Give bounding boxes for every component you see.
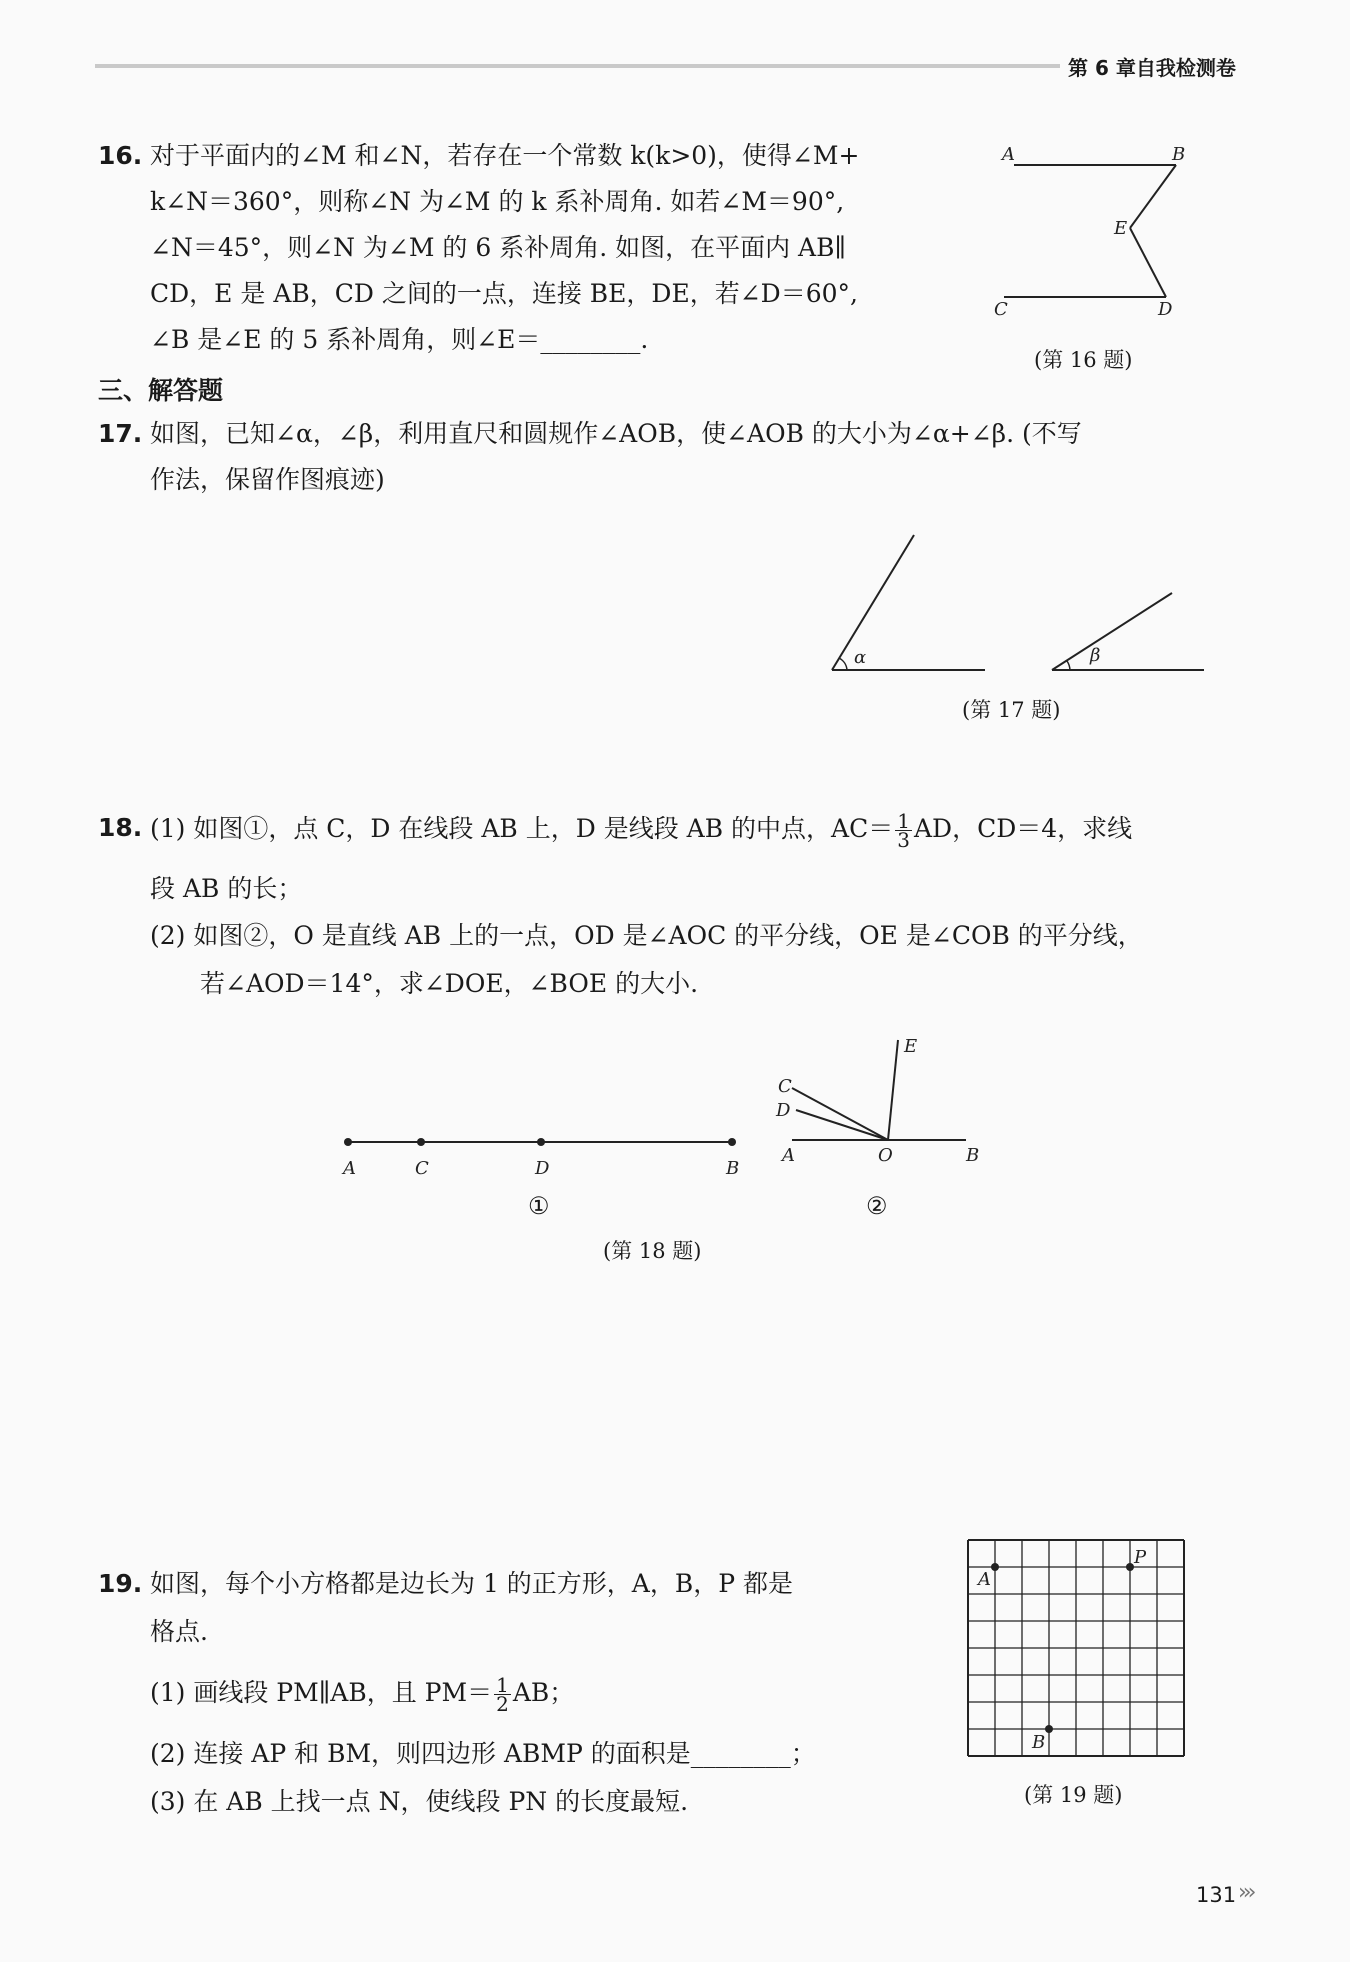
q18-fraction xyxy=(895,809,912,852)
q18-fig2-mark: ② xyxy=(866,1192,888,1220)
beta-arc xyxy=(1067,661,1070,670)
beta-ray-2 xyxy=(1052,593,1172,670)
label-a: A xyxy=(343,1158,356,1179)
q19-line-3 xyxy=(150,1673,575,1716)
label-e: E xyxy=(904,1036,918,1057)
label-b: B xyxy=(1172,144,1186,165)
alpha-arc xyxy=(839,658,847,670)
header-rule xyxy=(95,64,1060,68)
page-number: 131 xyxy=(1196,1883,1237,1907)
q18-line-1 xyxy=(150,809,1133,852)
q19-caption: (第 19 题) xyxy=(1024,1783,1123,1807)
q19-frac-num: 1 xyxy=(496,1673,509,1697)
point-c xyxy=(417,1138,425,1146)
label-a: A xyxy=(1002,144,1015,165)
alpha-ray-2 xyxy=(832,535,914,670)
q16-line-1: 对于平面内的∠M 和∠N，若存在一个常数 k(k>0)，使得∠M+ xyxy=(150,141,860,170)
q17-figure xyxy=(820,525,1210,675)
label-c: C xyxy=(994,299,1008,320)
q16-line-3: ∠N＝45°，则∠N 为∠M 的 6 系补周角. 如图，在平面内 AB∥ xyxy=(150,233,847,262)
q19-line-2: 格点. xyxy=(150,1617,208,1646)
label-p: P xyxy=(1134,1547,1147,1568)
q19-line-3-post: AB； xyxy=(512,1678,575,1707)
q16-line-4: CD，E 是 AB，CD 之间的一点，连接 BE，DE，若∠D＝60°, xyxy=(150,279,858,308)
chapter-title: 第 6 章自我检测卷 xyxy=(1068,56,1236,80)
label-o: O xyxy=(878,1145,893,1166)
q16-line-5: ∠B 是∠E 的 5 系补周角，则∠E＝________. xyxy=(150,325,649,354)
ray-oe xyxy=(888,1040,898,1140)
grid-lines xyxy=(968,1540,1184,1756)
label-b: B xyxy=(966,1145,980,1166)
q18-frac-num: 1 xyxy=(897,809,910,833)
label-d: D xyxy=(1158,299,1173,320)
q19-line-1: 如图，每个小方格都是边长为 1 的正方形，A，B，P 都是 xyxy=(150,1569,793,1598)
q18-fig1-mark: ① xyxy=(528,1192,550,1220)
q17-line-1: 如图，已知∠α，∠β，利用直尺和圆规作∠AOB，使∠AOB 的大小为∠α+∠β. (不写 xyxy=(150,419,1082,448)
q19-line-5: (3) 在 AB 上找一点 N，使线段 PN 的长度最短. xyxy=(150,1787,689,1816)
q18-caption: (第 18 题) xyxy=(603,1239,702,1263)
q18-line-3: (2) 如图②，O 是直线 AB 上的一点，OD 是∠AOC 的平分线，OE 是∠COB 的平分线， xyxy=(150,921,1143,950)
label-e: E xyxy=(1114,218,1128,239)
label-d: D xyxy=(776,1100,791,1121)
point-b xyxy=(1045,1725,1053,1733)
label-a: A xyxy=(978,1569,991,1590)
q16-number: 16. xyxy=(98,141,143,170)
q17-number: 17. xyxy=(98,419,143,448)
q19-number: 19. xyxy=(98,1569,143,1598)
point-b xyxy=(728,1138,736,1146)
point-p xyxy=(1126,1563,1134,1571)
q17-line-2: 作法，保留作图痕迹) xyxy=(150,465,385,494)
point-a xyxy=(344,1138,352,1146)
q16-caption: (第 16 题) xyxy=(1034,348,1133,372)
q16-line-2: k∠N＝360°，则称∠N 为∠M 的 k 系补周角. 如若∠M＝90°, xyxy=(150,187,845,216)
point-a xyxy=(991,1563,999,1571)
label-b: B xyxy=(726,1158,740,1179)
label-a: A xyxy=(782,1145,795,1166)
q18-number: 18. xyxy=(98,813,143,842)
segment-ed xyxy=(1130,228,1166,297)
label-b: B xyxy=(1032,1732,1046,1753)
q18-figure-2 xyxy=(770,1030,990,1170)
q17-caption: (第 17 题) xyxy=(962,698,1061,722)
label-c: C xyxy=(778,1076,792,1097)
label-d: D xyxy=(535,1158,550,1179)
q16-figure xyxy=(990,140,1190,330)
label-c: C xyxy=(415,1158,429,1179)
q18-frac-den: 3 xyxy=(897,828,910,852)
q18-line-4: 若∠AOD＝14°，求∠DOE，∠BOE 的大小. xyxy=(200,969,699,998)
point-d xyxy=(537,1138,545,1146)
q18-line-1-post: AD，CD＝4，求线 xyxy=(913,814,1133,843)
q19-grid-figure xyxy=(966,1538,1188,1760)
q18-line-1-pre: (1) 如图①，点 C，D 在线段 AB 上，D 是线段 AB 的中点，AC＝ xyxy=(150,814,894,843)
section-title: 三、解答题 xyxy=(98,376,224,405)
q19-line-3-pre: (1) 画线段 PM∥AB，且 PM＝ xyxy=(150,1678,493,1707)
q19-frac-den: 2 xyxy=(496,1692,509,1716)
q19-line-4: (2) 连接 AP 和 BM，则四边形 ABMP 的面积是________； xyxy=(150,1739,816,1768)
page-chevrons: ››› xyxy=(1238,1880,1253,1905)
q19-fraction xyxy=(494,1673,511,1716)
q18-figure-1 xyxy=(330,1130,750,1190)
label-beta: β xyxy=(1090,645,1101,666)
segment-be xyxy=(1130,165,1176,228)
label-alpha: α xyxy=(854,647,867,668)
q18-line-2: 段 AB 的长； xyxy=(150,874,303,903)
